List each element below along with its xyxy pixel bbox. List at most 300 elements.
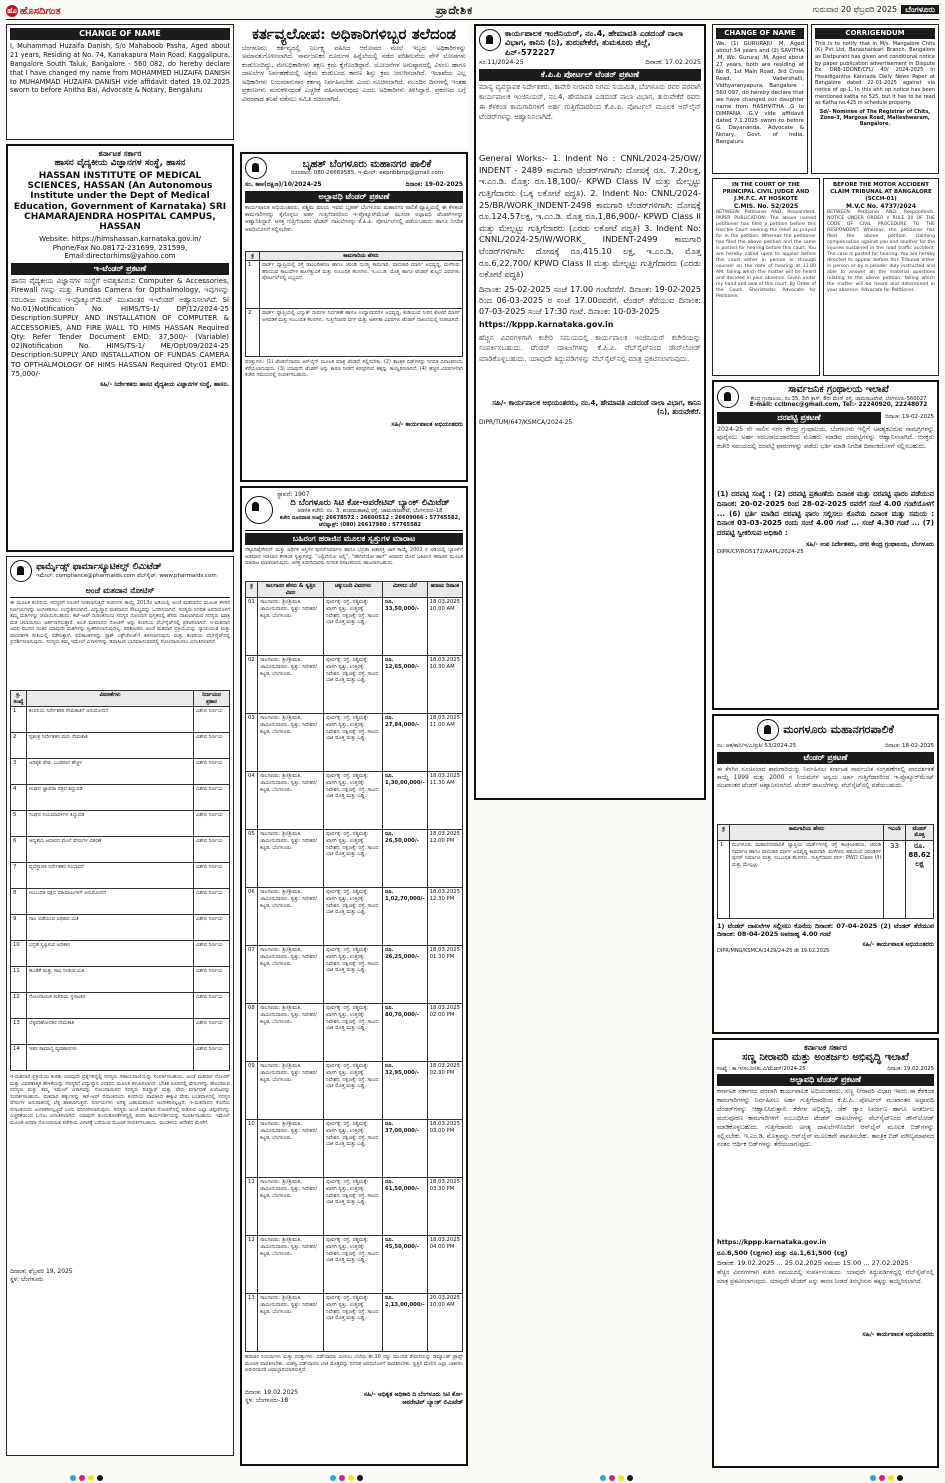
bank-auction-notice <box>240 486 468 1466</box>
pharmaids-footer-text: ಇ-ಮತದಾನ ಪ್ರಕ್ರಿಯೆಯ ಕುರಿತು ಯಾವುದೇ ಪ್ರಶ್ನೆಗಳಿದ್ದಲ್ಲಿ ಸದಸ್ಯರು ಸಹಾಯವಾಣಿಯನ್ನು ಸಂಪರ್ಕಿಸಬಹುದು. ಅಂಚೆ ಮತದಾನ ನೋಟಿಸ್ ಮತ್ತು ವಿವರಣಾತ್ಮಕ ಹೇಳಿಕೆಯನ್ನು ಸದಸ್ಯರಿಗೆ ವಿದ್ಯುನ್ಮಾನ ವಿಧಾನದ ಮೂಲಕ ಕಳುಹಿಸಲಾಗಿದೆ. ಭೌತಿಕ ರೂಪದಲ್ಲಿ ಷೇರುಗಳನ್ನು ಹೊಂದಿರುವ ಸದಸ್ಯರು ಮತ್ತು ತಮ್ಮ ಇಮೇಲ್ ವಿಳಾಸವನ್ನು ನೋಂದಾಯಿಸದ ಸದಸ್ಯರು ರಿಜಿಸ್ಟ್ರಾರ್ ಮತ್ತು ಷೇರು ವರ್ಗಾವಣೆ ಏಜೆಂಟರನ್ನು ಸಂಪರ್ಕಿಸಬಹುದು. ಮತದಾನ ಹಕ್ಕುಗಳನ್ನು ಕಟ್-ಆಫ್ ದಿನಾಂಕದಂದು ಕಂಪನಿಯ ಪಾವತಿಸಿದ ಈಕ್ವಿಟಿ ಷೇರು ಬಂಡವಾಳದಲ್ಲಿ ಸದಸ್ಯರ ಷೇರುಗಳ ಅನುಪಾತದಲ್ಲಿ ಲೆಕ್ಕ ಹಾಕಲಾಗುತ್ತದೆ. ನಿರ್ಣಯಗಳು ಅಗತ್ಯ ಬಹುಮತದಿಂದ ಅಂಗೀಕರಿಸಲ್ಪಟ್ಟರೆ, ಇ-ಮತದಾನದ ಕೊನೆಯ ದಿನಾಂಕದಂದು ಅಂಗೀಕರಿಸಲ್ಪಟ್ಟಿವೆ ಎಂದು ಪರಿಗಣಿಸಲಾಗುವುದು. ಸದಸ್ಯರು ಅಂಚೆ ಮತದಾನ ನೋಟಿಸ್‌ನಲ್ಲಿ ನೀಡಿರುವ ಎಲ್ಲಾ ಟಿಪ್ಪಣಿಗಳನ್ನು ಎಚ್ಚರಿಕೆಯಿಂದ ಓದಲು ವಿನಂತಿಸಲಾಗಿದೆ. ಯಾವುದೇ ಕುಂದುಕೊರತೆಗಳಿದ್ದಲ್ಲಿ ಕಂಪನಿ ಕಾರ್ಯದರ್ಶಿಯನ್ನು ಸಂಪರ್ಕಿಸಬಹುದು. ಇಮೇಲ್ ಮೂಲಕ ಅಥವಾ ನೋಂದಾಯಿತ ಕಚೇರಿಯ ವಿಳಾಸಕ್ಕೆ ಬರೆಯುವ ಮೂಲಕ ಸಂಪರ್ಕಿಸಬಹುದು. ಮಂಡಳಿಯ ಆದೇಶದ ಮೇರೆಗೆ. <box>10 1074 230 1126</box>
bank-phones: ಕಚೇರಿ ದೂರವಾಣಿ ಸಂಖ್ಯೆ: 26678572 : 26600512 : 26609066 : 57765582, ಟೆಲಿಫ್ಯಾಕ್ಸ್: (080) 26617980 : 57765582 <box>279 515 461 528</box>
cell-auction-date: 18.03.2025 03.00 PM <box>427 1120 462 1178</box>
cell-type: ವಿಶೇಷ ನಿರ್ಣಯ <box>194 863 230 889</box>
tumkur-date: ದಿನಾಂಕ: 17.02.2025 <box>645 59 701 67</box>
cell-emd: 33 <box>884 841 906 919</box>
cell-sl: 8 <box>11 889 27 915</box>
th-bbmp-sl: ಕ್ರ <box>246 251 260 261</box>
bank-logo-icon <box>245 496 273 524</box>
table-row <box>246 1120 463 1178</box>
table-row <box>11 811 230 837</box>
cell-reserve: ರೂ. 12,65,000/- <box>383 656 428 714</box>
cell-auction-date: 18.03.2025 10.00 AM <box>427 598 462 656</box>
mangaluru-title: ಮಂಗಳೂರು ಮಹಾನಗರಪಾಲಿಕೆ <box>783 722 894 736</box>
hims-govt: ಕರ್ನಾಟಕ ಸರ್ಕಾರ <box>98 149 142 158</box>
bbmp-phone: ದೂರವಾಣಿ: 080-26669585, ಇ-ಮೇಲ್: eepnbbmp@gmail.com <box>290 170 444 177</box>
cell-auction-date: 18.03.2025 11.00 AM <box>427 714 462 772</box>
color-registration-marks <box>330 1475 363 1481</box>
library-address: ಕೇಂದ್ರ ಗ್ರಂಥಾಲಯ, ನಂ.35, 3ನೇ ಕ್ರಾಸ್, 8ನೇ ಮೇನ್ ರಸ್ತೆ, ಚಾಮರಾಜಪೇಟೆ, ಬೆಂಗಳೂರು-560027 <box>750 395 927 402</box>
hims-body: ಹಾಸನ ವೈದ್ಯಕೀಯ ವಿಜ್ಞಾನಗಳ ಸಂಸ್ಥೆಗೆ ಅವಶ್ಯಕವಿರುವ Computer & Accessories, Firewall ಗಳನ್ನು ಮತ್ತು Fundas Camera for Opthalmology, ಇವುಗಳನ್ನು ಸರಬರಾಜು ಮಾಡಲು ಇ-ಪ್ರೊಕ್ಯೂರ್‌ಮೆಂಟ್ ಮುಖಾಂತರ ಇ-ಟೆಂಡರ್ ಆಹ್ವಾನಿಸಲಾಗಿದೆ. Sl No.01)Notification No. HIMS/TS-1/ DP/12/2024-25 Description:SUPPLY AND INSTALLATION OF COMPUTER & ACCESSORIES, AND FIRE WALL TO HIMS HASSAN Required Qty: Refer Tender Document EMD: 37,500/- (Variable) 02)Notification No. HIMS/TS-1/ ME/Opt/09/2024-25 Description:SUPPLY AND INSTALLATION OF FUNDAS CAMERA TO OPTHALMOLOGY OF HIMS HASSAN Required Qty:01 EMD: 75,000/- <box>11 277 229 378</box>
cell-sl: 1 <box>11 707 27 733</box>
cell-auction-date: 18.03.2025 12.00 PM <box>427 830 462 888</box>
registration-dot <box>870 1475 876 1481</box>
cell-sl: 06 <box>246 888 258 946</box>
table-row <box>11 967 230 993</box>
table-row <box>246 1004 463 1062</box>
cell-boundary: ಪೂರ್ವಕ್ಕೆ: ರಸ್ತೆ, ಪಶ್ಚಿಮಕ್ಕೆ: ಖಾಸಗಿ ಸ್ವತ್ತು, ಉತ್ತರಕ್ಕೆ: ನಿವೇಶನ, ದಕ್ಷಿಣಕ್ಕೆ: ರಸ್ತೆ. ಸಾಲದ ಬಾಕಿ ಮೊತ್ತ ಮತ್ತು ಬಡ್ಡಿ. <box>324 830 383 888</box>
cell-work: ವಾರ್ಡ್ ವ್ಯಾಪ್ತಿಯಲ್ಲಿ ರಸ್ತೆ ಡಾಂಬರೀಕರಣ ಹಾಗೂ ಚರಂಡಿ ದುರಸ್ತಿ ಕಾಮಗಾರಿ, ಪಾದಚಾರಿ ಮಾರ್ಗ ಅಭಿವೃದ್ಧಿ, ಮಳೆನೀರು ಹರಿಯುವ ಕಾಲುವೆಗಳ ಹೂಳೆತ್ತುವಿಕೆ ಮತ್ತು ಸಂಬಂಧಿತ ಕೆಲಸಗಳು. ಇ.ಎಂ.ಡಿ. ಮೊತ್ತ ಹಾಗೂ ಟೆಂಡರ್ ಶುಲ್ಕದ ವಿವರಗಳು ಪೋರ್ಟಲ್‌ನಲ್ಲಿ ಲಭ್ಯವಿದೆ. <box>262 262 460 282</box>
tumkur-intro: ಮಾನ್ಯ ವ್ಯವಸ್ಥಾಪಕ ನಿರ್ದೇಶಕರು, ಕಾವೇರಿ ನೀರಾವರಿ ನಿಗಮ ನಿಯಮಿತ, ಬೆಂಗಳೂರು ರವರ ಪರವಾಗಿ ಕಾರ್ಯಪಾಲಕ ಇಂಜಿನಿಯರ್, ನಂ.4, ಹೇಮಾವತಿ ಎಡದಂಡೆ ನಾಲಾ ವಿಭಾಗ, ತುರುವೇಕೆರೆ ರವರು ಈ ಕೆಳಕಂಡ ಕಾಮಗಾರಿಗಳಿಗೆ ಅರ್ಹ ಗುತ್ತಿಗೆದಾರರಿಂದ ಕೆ.ಪಿ.ಪಿ. ಪೋರ್ಟಲ್ ಮೂಲಕ ಆನ್‌ಲೈನ್ ಟೆಂಡರ್‌ಗಳನ್ನು ಆಹ್ವಾನಿಸಲಾಗಿದೆ. <box>479 83 701 121</box>
change-of-name-2-text: We, (1) GURURAJU .M, Aged about 34 years and (2) SAVITHA .M, Wo. Gururaj .M, Aged about 27 years, both are residing at No 8, 1st Main Road, 3rd Cross Road, Vadershalli, Vidhyaranyapura, Bangalore - 560 097, do hereby declare that we have changed our daughter name from HASHVITHA .G to DIMPANA .G.V vide affidavit dated 7.1.2025 sworn to before G. Dayananda, Advocate & Notary, Govt. of India, Bengaluru <box>716 40 804 145</box>
table-row <box>11 863 230 889</box>
table-row <box>246 598 463 656</box>
cell-sl: 03 <box>246 714 258 772</box>
registration-dot <box>79 1475 85 1481</box>
bank-title: ದಿ ಬೆಂಗಳೂರು ಸಿಟಿ ಕೋ-ಆಪರೇಟಿವ್ ಬ್ಯಾಂಕ್ ಲಿಮಿಟೆಡ್ <box>290 497 450 508</box>
cell-borrower: ಸಾಲಗಾರರು: ಶ್ರೀ/ಶ್ರೀಮತಿ, ಜಾಮೀನುದಾರರು. ಸ್ವತ್ತು: ನಿವೇಶನ/ಕಟ್ಟಡ, ಬೆಂಗಳೂರು. <box>258 888 324 946</box>
cell-reserve: ರೂ. 45,50,000/- <box>383 1236 428 1294</box>
corrigendum-signature: Sd/- Nominee of The Registrar of Chits, Zone-3, Margosa Road, Malleshwaram, Bangalore. <box>819 108 931 128</box>
th-sl: ಕ್ರ. ಸಂಖ್ಯೆ <box>11 691 27 707</box>
library-dipr: DIPR/CP/RO5172/AAPL/2024-25 <box>717 548 804 555</box>
cell-borrower: ಸಾಲಗಾರರು: ಶ್ರೀ/ಶ್ರೀಮತಿ, ಜಾಮೀನುದಾರರು. ಸ್ವತ್ತು: ನಿವೇಶನ/ಕಟ್ಟಡ, ಬೆಂಗಳೂರು. <box>258 946 324 1004</box>
cell-borrower: ಸಾಲಗಾರರು: ಶ್ರೀ/ಶ್ರೀಮತಿ, ಜಾಮೀನುದಾರರು. ಸ್ವತ್ತು: ನಿವೇಶನ/ಕಟ್ಟಡ, ಬೆಂಗಳೂರು. <box>258 830 324 888</box>
cell-desc: ಆದ್ಯತೆಯ ಆಧಾರದ ಮೇಲೆ ಷೇರುಗಳ ವಿತರಣೆ <box>27 837 194 863</box>
cell-type: ವಿಶೇಷ ನಿರ್ಣಯ <box>194 1019 230 1045</box>
bank-notice-title: ಬಹಿರಂಗ ಹರಾಜಿನ ಮೂಲಕ ಸ್ವತ್ತುಗಳ ಮಾರಾಟ <box>245 533 463 545</box>
cell-boundary: ಪೂರ್ವಕ್ಕೆ: ರಸ್ತೆ, ಪಶ್ಚಿಮಕ್ಕೆ: ಖಾಸಗಿ ಸ್ವತ್ತು, ಉತ್ತರಕ್ಕೆ: ನಿವೇಶನ, ದಕ್ಷಿಣಕ್ಕೆ: ರಸ್ತೆ. ಸಾಲದ ಬಾಕಿ ಮೊತ್ತ ಮತ್ತು ಬಡ್ಡಿ. <box>324 1294 383 1352</box>
registration-dot <box>70 1475 76 1481</box>
library-email: E-mail: cclbnec@gmail.com, Tel:- 22240920, 22248072 <box>749 402 928 409</box>
cell-boundary: ಪೂರ್ವಕ್ಕೆ: ರಸ್ತೆ, ಪಶ್ಚಿಮಕ್ಕೆ: ಖಾಸಗಿ ಸ್ವತ್ತು, ಉತ್ತರಕ್ಕೆ: ನಿವೇಶನ, ದಕ್ಷಿಣಕ್ಕೆ: ರಸ್ತೆ. ಸಾಲದ ಬಾಕಿ ಮೊತ್ತ ಮತ್ತು ಬಡ್ಡಿ. <box>324 1120 383 1178</box>
bank-auction-table <box>245 581 463 1352</box>
bbmp-date: ದಿನಾಂಕ: 19-02-2025 <box>405 181 463 188</box>
cell-sl: 1 <box>246 261 260 309</box>
cell-desc: ಲೆಕ್ಕಪರಿಶೋಧಕರ ನೇಮಕಾತಿ <box>27 1019 194 1045</box>
govt-emblem-icon <box>479 29 501 51</box>
bbmp-intro: ಕಾರ್ಯಪಾಲಕ ಅಭಿಯಂತರರು, ಪಶ್ಚಿಮ ವಲಯ ಇವರು ಬೃಹತ್ ಬೆಂಗಳೂರು ಮಹಾನಗರ ಪಾಲಿಕೆ ವ್ಯಾಪ್ತಿಯಲ್ಲಿ ಈ ಕೆಳಕಂಡ ಕಾಮಗಾರಿಗಳನ್ನು ಕೈಗೊಳ್ಳಲು ಅರ್ಹ ಗುತ್ತಿಗೆದಾರರಿಂದ ಇ-ಪ್ರೊಕ್ಯೂರ್‌ಮೆಂಟ್ ಮೂಲಕ ಅಲ್ಪಾವಧಿ ಟೆಂಡರ್‌ಗಳನ್ನು ಆಹ್ವಾನಿಸಿದ್ದಾರೆ. ಆಸಕ್ತ ಗುತ್ತಿಗೆದಾರರು ಟೆಂಡರ್ ದಾಖಲೆಗಳನ್ನು ಕೆ.ಪಿ.ಪಿ. ಪೋರ್ಟಲ್‌ನಲ್ಲಿ ಪಡೆಯಬಹುದು ಹಾಗೂ ನಿಗದಿತ ಅವಧಿಯೊಳಗೆ ಸಲ್ಲಿಸಬೇಕು. <box>245 204 463 233</box>
mact-text: BETWEEN: Petitioner AND: Respondents. NOTICE UNDER ORDER V RULE 20 OF THE CODE OF CIVIL PROCEDURE TO THE RESPONDENT. Whereas, the petitioner has filed the above petition claiming compensation against you and another for the injuries sustained in the road traffic accident. The case is posted for hearing. You are hereby directed to appear before this Tribunal either in person or by a pleader duly instructed and able to answer all the material questions relating to the above petition, failing which the matter will be heard and determined in your absence. Advocate for Petitioner. <box>827 210 935 293</box>
change-of-name-2-header: CHANGE OF NAME <box>716 28 804 39</box>
cell-type: ವಿಶೇಷ ನಿರ್ಣಯ <box>194 889 230 915</box>
bank-signature: ಸಹಿ/- ಅಧಿಕೃತ ಅಧಿಕಾರಿ ದಿ ಬೆಂಗಳೂರು ಸಿಟಿ ಕೋ-ಆಪರೇಟಿವ್ ಬ್ಯಾಂಕ್ ಲಿಮಿಟೆಡ್ <box>363 1391 463 1406</box>
mangaluru-dates: 1) ಟೆಂಡರ್ ದಾಖಲೆಗಳ ಸಲ್ಲಿಸಲು ಕೊನೆಯ ದಿನಾಂಕ: 07-04-2025 (2) ಟೆಂಡರ್ ತೆರೆಯುವ ದಿನಾಂಕ: 08-04-2025 ಅಪರಾಹ್ನ 4.00 ಗಂಟೆ <box>717 922 934 939</box>
cell-type: ವಿಶೇಷ ನಿರ್ಣಯ <box>194 941 230 967</box>
cell-desc: ಸಾಲ ಪಡೆಯುವ ಅಧಿಕಾರ ಮಿತಿ <box>27 915 194 941</box>
mangaluru-dipr: DIPR/MNG/KSMCA/1429/24-25 dt 19.02.2025 <box>717 948 830 955</box>
th-bank-date: ಹರಾಜು ದಿನಾಂಕ <box>427 582 462 598</box>
cell-reserve: ರೂ. 26,25,000/- <box>383 946 428 1004</box>
bank-terms: ಹರಾಜಿನ ನಿಯಮಗಳು ಮತ್ತು ಷರತ್ತುಗಳು: ಬಿಡ್‌ದಾರರು ಮೀಸಲು ಬೆಲೆಯ ಶೇ.10 ರಷ್ಟು ಮುಂಗಡ ಠೇವಣಿಯನ್ನು ಡಿಮ್ಯಾಂಡ್ ಡ್ರಾಫ್ಟ್ ಮೂಲಕ ಪಾವತಿಸಬೇಕು. ಯಶಸ್ವಿ ಬಿಡ್‌ದಾರರು ಬಾಕಿ ಮೊತ್ತವನ್ನು ನಿಗದಿತ ಅವಧಿಯೊಳಗೆ ಪಾವತಿಸಬೇಕು. ಸ್ವತ್ತಿನ ಮೇಲಿನ ಎಲ್ಲಾ ಬಾಕಿಗಳು ಖರೀದಿದಾರರ ಜವಾಬ್ದಾರಿಯಾಗಿರುತ್ತದೆ. <box>245 1354 463 1374</box>
color-registration-marks <box>70 1475 103 1481</box>
bank-place: ಸ್ಥಳ: ಬೆಂಗಳೂರು-18 <box>245 1396 289 1404</box>
cell-sl: 14 <box>11 1045 27 1071</box>
registration-dot <box>600 1475 606 1481</box>
table-row <box>11 707 230 733</box>
mact-notice <box>823 178 939 376</box>
cell-sl: 11 <box>11 967 27 993</box>
pharmaids-date: ದಿನಾಂಕ: ಫೆಬ್ರವರಿ 19, 2025 <box>10 1268 73 1276</box>
column-3 <box>474 24 706 1474</box>
irrigation-url[interactable]: https://kppp.karnataka.gov.in <box>717 1238 827 1247</box>
table-row <box>718 841 934 919</box>
table-row <box>11 915 230 941</box>
irrigation-signature: ಸಹಿ/- ಕಾರ್ಯಪಾಲಕ ಅಭಿಯಂತರರು <box>862 1331 934 1339</box>
cell-type: ವಿಶೇಷ ನಿರ್ಣಯ <box>194 707 230 733</box>
court-notice <box>712 178 820 376</box>
cell-reserve: ರೂ. 80,70,000/- <box>383 1004 428 1062</box>
cell-borrower: ಸಾಲಗಾರರು: ಶ್ರೀ/ಶ್ರೀಮತಿ, ಜಾಮೀನುದಾರರು. ಸ್ವತ್ತು: ನಿವೇಶನ/ಕಟ್ಟಡ, ಬೆಂಗಳೂರು. <box>258 1178 324 1236</box>
cell-sl: 5 <box>11 811 27 837</box>
cell-desc: ಸ್ವತಂತ್ರ ನಿರ್ದೇಶಕರ ಮರು ನೇಮಕಾತಿ <box>27 733 194 759</box>
cell-type: ವಿಶೇಷ ನಿರ್ಣಯ <box>194 733 230 759</box>
library-intro: 2024-25 ನೇ ಸಾಲಿನ ನಗರ ಕೇಂದ್ರ ಗ್ರಂಥಾಲಯ, ಬೆಂಗಳೂರು ಇಲ್ಲಿಗೆ ಅವಶ್ಯಕವಿರುವ ಸಾಮಗ್ರಿಗಳನ್ನು ಪೂರೈಸಲು ಅರ್ಹ ಸರಬರಾಜುದಾರರಿಂದ ಮೊಹರು ಮಾಡಿದ ದರಪಟ್ಟಿಗಳನ್ನು ಆಹ್ವಾನಿಸಲಾಗಿದೆ. ಆಸಕ್ತರು ಕಚೇರಿ ಸಮಯದಲ್ಲಿ ದರಪಟ್ಟಿ ಫಾರಂಗಳನ್ನು ಪಡೆದು ಭರ್ತಿ ಮಾಡಿ ನಿಗದಿತ ದಿನಾಂಕದೊಳಗೆ ಸಲ್ಲಿಸಬಹುದು. <box>717 425 934 450</box>
change-of-name-header: CHANGE OF NAME <box>10 28 230 40</box>
cell-reserve: ರೂ. 37,00,000/- <box>383 1120 428 1178</box>
cell-desc: ವ್ಯವಸ್ಥಾಪಕ ನಿರ್ದೇಶಕರ ಸಂಭಾವನೆ <box>27 863 194 889</box>
registration-dot <box>897 1475 903 1481</box>
pharmaids-intro-text: ಈ ಮೂಲಕ ಕಂಪನಿಯ ಸದಸ್ಯರಿಗೆ ಸೂಚನೆ ನೀಡಲಾಗುತ್ತಿದೆ ಕಂಪನಿಗಳ ಕಾಯ್ದೆ 2013ರ ಅಡಿಯಲ್ಲಿ ಅಂಚೆ ಮತದಾನದ ಮೂಲಕ ಕೆಳಗಿನ ನಿರ್ಣಯಗಳನ್ನು ಅಂಗೀಕರಿಸಲು ಉದ್ದೇಶಿಸಲಾಗಿದೆ. ವಿದ್ಯುನ್ಮಾನ ಮತದಾನದ ಸೌಲಭ್ಯವನ್ನು ಒದಗಿಸಲಾಗಿದೆ. ಸದಸ್ಯರು ನಿಗದಿತ ಅವಧಿಯೊಳಗೆ ತಮ್ಮ ಮತಗಳನ್ನು ಚಲಾಯಿಸಬಹುದು. ಕಟ್-ಆಫ್ ದಿನಾಂಕದಂದು ಸದಸ್ಯರ ನೋಂದಣಿ ಪುಸ್ತಕದಲ್ಲಿ ಹೆಸರು ದಾಖಲಾಗಿರುವ ಸದಸ್ಯರು ಮಾತ್ರ ಮತ ಚಲಾಯಿಸಲು ಅರ್ಹರಾಗಿರುತ್ತಾರೆ. ಅಂಚೆ ಮತದಾನದ ನೋಟಿಸ್ ಅನ್ನು ಕಂಪನಿಯ ವೆಬ್‌ಸೈಟ್‌ನಲ್ಲಿ ಪ್ರಕಟಿಸಲಾಗಿದೆ. ಇ-ಮತದಾನ ಅವಧಿ ಮುಗಿದ ನಂತರ ಯಾವುದೇ ಮತಗಳನ್ನು ಸ್ವೀಕರಿಸಲಾಗುವುದಿಲ್ಲ. ಪರಿಶೀಲಕರು ಅಂಚೆ ಮತದಾನ ಪ್ರಕ್ರಿಯೆಯನ್ನು ನ್ಯಾಯಯುತ ಮತ್ತು ಪಾರದರ್ಶಕ ರೀತಿಯಲ್ಲಿ ನಡೆಸುತ್ತಾರೆ. ಫಲಿತಾಂಶಗಳನ್ನು ಸ್ಟಾಕ್ ಎಕ್ಸ್‌ಚೇಂಜ್‌ಗೆ ತಿಳಿಸಲಾಗುವುದು ಮತ್ತು ಕಂಪನಿಯ ವೆಬ್‌ಸೈಟ್‌ನಲ್ಲಿ ಪ್ರದರ್ಶಿಸಲಾಗುವುದು. ಸದಸ್ಯರು ತಮ್ಮ ಇಮೇಲ್ ವಿಳಾಸಗಳನ್ನು ಡಿಪಾಸಿಟರಿ ಭಾಗವಹಿಸುವವರಲ್ಲಿ ನೋಂದಾಯಿಸಲು ವಿನಂತಿಸಲಾಗಿದೆ. <box>10 600 230 645</box>
tumkur-url[interactable]: https://kppp.karnataka.gov.in <box>479 320 614 330</box>
mangaluru-date: ದಿನಾಂಕ: 18-02-2025 <box>884 743 934 749</box>
th-bank-sl: ಕ್ರ <box>246 582 258 598</box>
table-row <box>11 785 230 811</box>
court-text: BETWEEN: Petitioner AND: Respondent. PAPER PUBLICATION: The above named petitioner has filed a petition before this Hon'ble Court seeking the relief as prayed for in the petition. Whereas the petitioner has filed the above petition and the same is posted for hearing before this court. You are hereby called upon to appear before this court either in person or through counsel on the date of hearing at 11.00 AM, failing which the matter will be heard and decided in your absence. Given under my hand and seal of this court. By Order of the Court, Sheristedar. Advocate for Petitioner. <box>716 210 816 299</box>
cell-boundary: ಪೂರ್ವಕ್ಕೆ: ರಸ್ತೆ, ಪಶ್ಚಿಮಕ್ಕೆ: ಖಾಸಗಿ ಸ್ವತ್ತು, ಉತ್ತರಕ್ಕೆ: ನಿವೇಶನ, ದಕ್ಷಿಣಕ್ಕೆ: ರಸ್ತೆ. ಸಾಲದ ಬಾಕಿ ಮೊತ್ತ ಮತ್ತು ಬಡ್ಡಿ. <box>324 598 383 656</box>
mangaluru-signature: ಸಹಿ/- ಕಾರ್ಯಪಾಲಕ ಅಭಿಯಂತರರು <box>862 940 934 948</box>
table-row <box>246 1294 463 1352</box>
bank-address: ಆಡಳಿತ ಕಚೇರಿ: ನಂ. 3, ಪಂಪಮಹಾಕವಿ ರಸ್ತೆ, ಚಾಮರಾಜಪೇಟೆ, ಬೆಂಗಳೂರು-18 <box>297 508 443 515</box>
cell-desc: ಇತರ ಸಾಮಾನ್ಯ ವ್ಯವಹಾರಗಳು <box>27 1045 194 1071</box>
cell-type: ವಿಶೇಷ ನಿರ್ಣಯ <box>194 785 230 811</box>
table-row <box>11 1045 230 1071</box>
section-title: ಪ್ರಾದೇಶಿಕ <box>436 4 474 17</box>
library-date: ದಿನಾಂಕ: 19-02-2025 <box>884 414 934 421</box>
cell-boundary: ಪೂರ್ವಕ್ಕೆ: ರಸ್ತೆ, ಪಶ್ಚಿಮಕ್ಕೆ: ಖಾಸಗಿ ಸ್ವತ್ತು, ಉತ್ತರಕ್ಕೆ: ನಿವೇಶನ, ದಕ್ಷಿಣಕ್ಕೆ: ರಸ್ತೆ. ಸಾಲದ ಬಾಕಿ ಮೊತ್ತ ಮತ್ತು ಬಡ್ಡಿ. <box>324 946 383 1004</box>
cell-reserve: ರೂ. 2,13,00,000/- <box>383 1294 428 1352</box>
cell-type: ವಿಶೇಷ ನಿರ್ಣಯ <box>194 915 230 941</box>
tumkur-footer: ಹೆಚ್ಚಿನ ವಿವರಗಳಿಗಾಗಿ ಕಚೇರಿ ಸಮಯದಲ್ಲಿ ಕಾರ್ಯಪಾಲಕ ಇಂಜಿನಿಯರ್ ಕಚೇರಿಯನ್ನು ಸಂಪರ್ಕಿಸಬಹುದು. ಟೆಂಡರ್ ದಾಖಲೆಗಳನ್ನು ಕೆ.ಪಿ.ಪಿ. ವೆಬ್‌ಸೈಟ್‌ನಿಂದ ಡೌನ್‌ಲೋಡ್ ಮಾಡಿಕೊಳ್ಳಬಹುದು. ಯಾವುದೇ ತಿದ್ದುಪಡಿಗಳನ್ನು ವೆಬ್‌ಸೈಟ್‌ನಲ್ಲಿ ಮಾತ್ರ ಪ್ರಕಟಿಸಲಾಗುವುದು. <box>479 333 701 363</box>
cell-sl: 6 <box>11 837 27 863</box>
table-row <box>246 261 463 309</box>
pharmaids-place: ಸ್ಥಳ: ಬೆಂಗಳೂರು <box>10 1275 44 1283</box>
registration-dot <box>97 1475 103 1481</box>
table-row <box>11 733 230 759</box>
color-registration-marks <box>870 1475 903 1481</box>
pharmaids-postal-ballot <box>6 556 234 1456</box>
bbmp-tender-notice <box>240 152 468 482</box>
cell-desc: ಹೂಡಿಕೆ ಮತ್ತು ಸಾಲ ನೀಡುವ ಮಿತಿ <box>27 967 194 993</box>
mangaluru-works-table <box>717 824 934 919</box>
mangaluru-logo-icon <box>757 719 779 741</box>
cell-sl: 04 <box>246 772 258 830</box>
cell-type: ವಿಶೇಷ ನಿರ್ಣಯ <box>194 993 230 1019</box>
tumkur-body: General Works:- 1. Indent No : CNNL/2024-25/OW/ INDENT - 2489 ಕಾಮಗಾರಿ ಟೆಂಡರ್‌ಗಳಿಗಾಗಿ: ದೋಷಕ್ಕೆ ರೂ. 7.20ಲಕ್ಷ, ಇ.ಎಂ.ಡಿ. ಮೊತ್ತ: ರೂ.18,100/- KPWD Class IV ಮತ್ತು ಮೇಲ್ಪಟ್ಟು ಗುತ್ತಿಗೆದಾರರು (ಒಕ್ಕ ಲಕೋಟೆ ಪದ್ಧತಿ). 2. Indent No: CNNL/2024-25/BR/WORK_INDENT-2498 ಕಾಮಗಾರಿ ಟೆಂಡರ್‌ಗಳಿಗಾಗಿ: ದೋಷಕ್ಕೆ ರೂ.124.57ಲಕ್ಷ, ಇ.ಎಂ.ಡಿ. ಮೊತ್ತ ರೂ.1,86,900/- KPWD Class II ಮತ್ತು ಮೇಲ್ಪಟ್ಟು ಗುತ್ತಿಗೆದಾರರು (ಎರಡು ಲಕೋಟೆ ಪದ್ಧತಿ) 3. Indent No: CNNL/2024-25/IW/WORK_ INDENT-2499 ಕಾಮಗಾರಿ ಟೆಂಡರ್‌ಗಳಿಗಾಗಿ: ದೋಷಕ್ಕೆ ರೂ.415.10 ಲಕ್ಷ, ಇ.ಎಂ.ಡಿ. ಮೊತ್ತ ರೂ.6,22,700/ KPWD Class II ಮತ್ತು ಮೇಲ್ಪಟ್ಟು ಗುತ್ತಿಗೆದಾರರು (ಎರಡು ಲಕೋಟೆ ಪದ್ಧತಿ) <box>479 153 701 280</box>
table-row <box>246 888 463 946</box>
table-row <box>11 759 230 785</box>
cell-desc: ಸಂಬಂಧಿತ ಪಕ್ಷದ ವಹಿವಾಟುಗಳಿಗೆ ಅನುಮೋದನೆ <box>27 889 194 915</box>
registration-dot <box>618 1475 624 1481</box>
th-bank-borrower: ಸಾಲಗಾರರ ಹೆಸರು & ಸ್ವತ್ತಿನ ವಿವರ <box>258 582 324 598</box>
cell-sl: 02 <box>246 656 258 714</box>
cell-desc: ಸಂಘದ ಜ್ಞಾಪನಾ ಪತ್ರದ ತಿದ್ದುಪಡಿ <box>27 785 194 811</box>
irrigation-date: ದಿನಾಂಕ: 19.02.2025 <box>887 1065 934 1072</box>
issue-date <box>813 5 939 15</box>
bbmp-title: ಬೃಹತ್ ಬೆಂಗಳೂರು ಮಹಾನಗರ ಪಾಲಿಕೆ <box>302 158 432 170</box>
cell-sl: 12 <box>246 1236 258 1294</box>
irrigation-notice-title: ಅಲ್ಪಾವಧಿ ಟೆಂಡರ್ ಪ್ರಕಟಣೆ <box>717 1074 934 1086</box>
issue-day: ಗುರುವಾರ <box>812 5 839 14</box>
tumkur-title: ಕಾರ್ಯಪಾಲಕ ಇಂಜಿನಿಯರ್, ನಂ.4, ಹೇಮಾವತಿ ಎಡದಂಡೆ ನಾಲಾ ವಿಭಾಗ, ಕಾನಿನಿ (ನಿ), ತುರುವೇಕೆರೆ, ತುಮಕೂರು ಜಿಲ್ಲೆ, ಪಿನ್-572227 <box>505 28 684 57</box>
registration-dot <box>627 1475 633 1481</box>
cell-sl: 07 <box>246 946 258 1004</box>
th-mng-work: ಕಾಮಗಾರಿಯ ಹೆಸರು <box>730 824 884 840</box>
cell-sl: 01 <box>246 598 258 656</box>
cell-sl: 12 <box>11 993 27 1019</box>
cell-type: ವಿಶೇಷ ನಿರ್ಣಯ <box>194 811 230 837</box>
tumkur-dipr: DIPR/TUM/647/KSMCA/2024-25 <box>479 418 573 426</box>
th-bank-reserve: ಮೀಸಲು ಬೆಲೆ <box>383 582 428 598</box>
th-mng-amount: ಟೆಂಡರ್ ಮೊತ್ತ <box>906 824 934 840</box>
cell-boundary: ಪೂರ್ವಕ್ಕೆ: ರಸ್ತೆ, ಪಶ್ಚಿಮಕ್ಕೆ: ಖಾಸಗಿ ಸ್ವತ್ತು, ಉತ್ತರಕ್ಕೆ: ನಿವೇಶನ, ದಕ್ಷಿಣಕ್ಕೆ: ರಸ್ತೆ. ಸಾಲದ ಬಾಕಿ ಮೊತ್ತ ಮತ್ತು ಬಡ್ಡಿ. <box>324 772 383 830</box>
cell-type: ವಿಶೇಷ ನಿರ್ಣಯ <box>194 967 230 993</box>
mact-title: BEFORE THE MOTOR ACCIDENT CLAIM TRIBUNAL AT BANGALORE (SCCH-01) <box>830 182 932 202</box>
corrigendum-ad <box>811 24 939 174</box>
cell-sl: 10 <box>11 941 27 967</box>
color-registration-marks <box>600 1475 633 1481</box>
hims-signature: ಸಹಿ/- ನಿರ್ದೇಶಕರು ಹಾಸನ ವೈದ್ಯಕೀಯ ವಿಜ್ಞಾನಗಳ ಸಂಸ್ಥೆ, ಹಾಸನ. <box>100 381 229 389</box>
cell-sl: 2 <box>246 309 260 357</box>
cell-sl: 08 <box>246 1004 258 1062</box>
registration-dot <box>888 1475 894 1481</box>
registration-dot <box>330 1475 336 1481</box>
logo-badge-icon: ಹೊ <box>7 7 17 15</box>
table-row <box>246 1236 463 1294</box>
cell-desc: ಸಂಘದ ನಿಯಮಾವಳಿಗಳ ತಿದ್ದುಪಡಿ <box>27 811 194 837</box>
library-logo-icon <box>717 386 739 408</box>
table-row <box>246 714 463 772</box>
library-signature: ಸಹಿ/- ಉಪ ನಿರ್ದೇಶಕರು, ನಗರ ಕೇಂದ್ರ ಗ್ರಂಥಾಲಯ, ಬೆಂಗಳೂರು <box>806 541 934 549</box>
cell-reserve: ರೂ. 27,84,000/- <box>383 714 428 772</box>
th-bbmp-work: ಕಾಮಗಾರಿಯ ಹೆಸರು <box>260 251 463 261</box>
irrigation-title: ಸಣ್ಣ ನೀರಾವರಿ ಮತ್ತು ಅಂತರ್ಜಲ ಅಭಿವೃದ್ಧಿ ಇಲಾಖೆ <box>742 1052 909 1064</box>
cell-boundary: ಪೂರ್ವಕ್ಕೆ: ರಸ್ತೆ, ಪಶ್ಚಿಮಕ್ಕೆ: ಖಾಸಗಿ ಸ್ವತ್ತು, ಉತ್ತರಕ್ಕೆ: ನಿವೇಶನ, ದಕ್ಷಿಣಕ್ಕೆ: ರಸ್ತೆ. ಸಾಲದ ಬಾಕಿ ಮೊತ್ತ ಮತ್ತು ಬಡ್ಡಿ. <box>324 656 383 714</box>
cell-sl: 13 <box>246 1294 258 1352</box>
tumkur-dates: ದಿನಾಂಕ: 25-02-2025 ಸಂಜೆ 17.00 ಗಂಟೆವರೆಗೆ. ದಿನಾಂಕ: 19-02-2025 ರಿಂದ 06-03-2025 ರ ಸಂಜೆ 17.00ರವರೆಗೆ. ಟೆಂಡರ್ ತೆರೆಯುವ ದಿನಾಂಕ: 07-03-2025 ಸಂಜೆ 17:30 ಗಂಟೆ. ದಿನಾಂಕ: 10-03-2025 <box>479 284 701 317</box>
table-row <box>246 946 463 1004</box>
cell-reserve: ರೂ. 32,95,000/- <box>383 1062 428 1120</box>
cell-boundary: ಪೂರ್ವಕ್ಕೆ: ರಸ್ತೆ, ಪಶ್ಚಿಮಕ್ಕೆ: ಖಾಸಗಿ ಸ್ವತ್ತು, ಉತ್ತರಕ್ಕೆ: ನಿವೇಶನ, ದಕ್ಷಿಣಕ್ಕೆ: ರಸ್ತೆ. ಸಾಲದ ಬಾಕಿ ಮೊತ್ತ ಮತ್ತು ಬಡ್ಡಿ. <box>324 888 383 946</box>
cell-desc: ಅಧಿಕೃತ ಷೇರು ಬಂಡವಾಳ ಹೆಚ್ಚಳ <box>27 759 194 785</box>
pharmaids-logo-icon <box>10 560 32 582</box>
cell-work: ವಾರ್ಡ್ ವ್ಯಾಪ್ತಿಯಲ್ಲಿ ವಿದ್ಯುತ್ ದೀಪಗಳ ನಿರ್ವಹಣೆ ಹಾಗೂ ಉದ್ಯಾನವನಗಳ ಅಭಿವೃದ್ಧಿ, ಕುಡಿಯುವ ನೀರಿನ ಕೊಳವೆ ಮಾರ್ಗ ಅಳವಡಿಕೆ ಮತ್ತು ಸಂಬಂಧಿತ ಕೆಲಸಗಳು. ಗುತ್ತಿಗೆದಾರರ ವರ್ಗ ಮತ್ತು ಅರ್ಹತಾ ವಿವರಗಳು ಟೆಂಡರ್ ದಾಖಲೆಯಲ್ಲಿ ನೀಡಲಾಗಿದೆ. <box>262 310 460 323</box>
irrigation-tender-notice <box>712 1038 939 1468</box>
hims-en-title: HASSAN INSTITUTE OF MEDICAL SCIENCES, HASSAN (An Autonomous Institute under the Dept of Medical Education, Government of Karnataka) SRI CHAMARAJENDRA HOSPITAL CAMPUS, HASSAN <box>13 170 227 233</box>
bank-date: ದಿನಾಂಕ: 19.02.2025 <box>245 1389 298 1397</box>
bbmp-notice-title: ಅಲ್ಪಾವಧಿ ಟೆಂಡರ್ ಪ್ರಕಟಣೆ <box>245 191 463 203</box>
change-of-name-ad-2 <box>712 24 808 174</box>
cell-borrower: ಸಾಲಗಾರರು: ಶ್ರೀ/ಶ್ರೀಮತಿ, ಜಾಮೀನುದಾರರು. ಸ್ವತ್ತು: ನಿವೇಶನ/ಕಟ್ಟಡ, ಬೆಂಗಳೂರು. <box>258 714 324 772</box>
pharmaids-name: ಫಾರ್ಮೈಡ್ಸ್ ಫಾರ್ಮಾಸ್ಯೂಟಿಕಲ್ಸ್ ಲಿಮಿಟೆಡ್ <box>36 562 162 573</box>
table-row <box>246 656 463 714</box>
change-of-name-ad-1 <box>6 24 234 140</box>
cell-boundary: ಪೂರ್ವಕ್ಕೆ: ರಸ್ತೆ, ಪಶ್ಚಿಮಕ್ಕೆ: ಖಾಸಗಿ ಸ್ವತ್ತು, ಉತ್ತರಕ್ಕೆ: ನಿವೇಶನ, ದಕ್ಷಿಣಕ್ಕೆ: ರಸ್ತೆ. ಸಾಲದ ಬಾಕಿ ಮೊತ್ತ ಮತ್ತು ಬಡ್ಡಿ. <box>324 1062 383 1120</box>
court-case: C.MIS. No. 52/2025 <box>733 202 799 210</box>
cell-sl: 05 <box>246 830 258 888</box>
registration-dot <box>609 1475 615 1481</box>
cell-sl: 2 <box>11 733 27 759</box>
bank-est: ಸ್ಥಾಪನೆ: 1907 <box>277 491 310 498</box>
cell-borrower: ಸಾಲಗಾರರು: ಶ್ರೀ/ಶ್ರೀಮತಿ, ಜಾಮೀನುದಾರರು. ಸ್ವತ್ತು: ನಿವೇಶನ/ಕಟ್ಟಡ, ಬೆಂಗಳೂರು. <box>258 1294 324 1352</box>
cell-sl: 7 <box>11 863 27 889</box>
mangaluru-ref: ನಂ: ಆಕ/ಕಾನಿ/ಇ/ಎ/ಪ್ರತಿ/ 53/2024-25 <box>717 743 797 749</box>
lead-headline: ಕರ್ತವ್ಯಲೋಪ: ಅಧಿಕಾರಿಗಳಿಬ್ಬರ ತಲೆದಂಡ <box>252 25 456 43</box>
cell-sl: 3 <box>11 759 27 785</box>
cell-auction-date: 18.03.2025 02.00 PM <box>427 1004 462 1062</box>
hims-kn-title: ಹಾಸನ ವೈದ್ಯಕೀಯ ವಿಜ್ಞಾನಗಳ ಸಂಸ್ಥೆ, ಹಾಸನ <box>54 158 186 169</box>
library-highlight: (1) ದರಪಟ್ಟಿ ಸಂಖ್ಯೆ : (2) ದರಪಟ್ಟಿ ಪ್ರಕಟಣೆಯ ದಿನಾಂಕ ಮತ್ತು ದರಪಟ್ಟಿ ಫಾರಂ ಪಡೆಯುವ ದಿನಾಂಕ: 20-02-2025 ರಿಂದ 28-02-2025 ರವರೆಗೆ ಸಂಜೆ 4.00 ಗಂಟೆಯೊಳಗೆ ... (6) ಭರ್ತಿ ಮಾಡಿದ ದರಪಟ್ಟಿ ಫಾರಂ ಸಲ್ಲಿಸಲು ಕೊನೆಯ ದಿನಾಂಕ ಮತ್ತು ಸಮಯ : ದಿನಾಂಕ 03-03-2025 ರಂದು ಸಂಜೆ 4.00 ಗಂಟೆ ... ಸಂಜೆ 4.30 ಗಂಟೆ ... (7) ದರಪಟ್ಟಿ ಸ್ವೀಕರಿಸುವ ಅಧಿಕಾರಿ : <box>717 489 934 538</box>
cell-type: ವಿಶೇಷ ನಿರ್ಣಯ <box>194 1045 230 1071</box>
cell-reserve: ರೂ. 26,50,000/- <box>383 830 428 888</box>
lead-news-story <box>240 24 468 148</box>
cell-auction-date: 20.03.2025 10.00 AM <box>427 1294 462 1352</box>
bbmp-signature: ಸಹಿ/- ಕಾರ್ಯಪಾಲಕ ಅಭಿಯಂತರರು <box>391 421 463 429</box>
issue-city: ಬೆಂಗಳೂರು <box>901 5 939 14</box>
cell-reserve: ರೂ. 1,02,70,000/- <box>383 888 428 946</box>
bank-intro: ಸೆಕ್ಯೂರಿಟೈಸೇಷನ್ ಮತ್ತು ಆರ್ಥಿಕ ಆಸ್ತಿಗಳ ಪುನರ್‌ನಿರ್ಮಾಣ ಹಾಗೂ ಭದ್ರತಾ ಹಿತಾಸಕ್ತಿ ಜಾರಿ ಕಾಯ್ದೆ 2002 ರ ಅಡಿಯಲ್ಲಿ ಬ್ಯಾಂಕ್‌ಗೆ ಅಡಮಾನ ಇಡಲಾದ ಕೆಳಕಂಡ ಸ್ವತ್ತುಗಳನ್ನು "ಎಲ್ಲಿದೆಯೋ ಅಲ್ಲಿ", "ಹೇಗಿದೆಯೋ ಹಾಗೆ" ಆಧಾರದ ಮೇಲೆ ಬಹಿರಂಗ ಹರಾಜಿನ ಮೂಲಕ ಮಾರಾಟ ಮಾಡಲಾಗುವುದು. ಆಸಕ್ತ ಖರೀದಿದಾರರು ನಿಗದಿತ ದಿನಾಂಕದಂದು ಹಾಜರಾಗಬಹುದು. <box>245 547 463 567</box>
tumkur-ref: ಸಂ:11/2024-25 <box>479 59 524 67</box>
column-1 <box>6 24 234 1474</box>
mact-case: M.V.C No. 4737/2024 <box>846 202 916 210</box>
cell-type: ವಿಶೇಷ ನಿರ್ಣಯ <box>194 759 230 785</box>
cell-borrower: ಸಾಲಗಾರರು: ಶ್ರೀ/ಶ್ರೀಮತಿ, ಜಾಮೀನುದಾರರು. ಸ್ವತ್ತು: ನಿವೇಶನ/ಕಟ್ಟಡ, ಬೆಂಗಳೂರು. <box>258 1004 324 1062</box>
cell-sl: 10 <box>246 1120 258 1178</box>
masthead <box>6 4 939 20</box>
table-row <box>246 772 463 830</box>
cell-auction-date: 18.03.2025 12.30 PM <box>427 888 462 946</box>
irrigation-body: ಕರ್ನಾಟಕ ಸರ್ಕಾರದ ಪರವಾಗಿ ಕಾರ್ಯಪಾಲಕ ಅಭಿಯಂತರರು, ಸಣ್ಣ ನೀರಾವರಿ ವಿಭಾಗ ಇವರು ಈ ಕೆಳಕಂಡ ಕಾಮಗಾರಿಗಳನ್ನು ನಿರ್ವಹಿಸಲು ಅರ್ಹ ಗುತ್ತಿಗೆದಾರರಿಂದ ಕೆ.ಪಿ.ಪಿ. ಪೋರ್ಟಲ್ ಮುಖಾಂತರ ಅಲ್ಪಾವಧಿ ಟೆಂಡರ್‌ಗಳನ್ನು ಆಹ್ವಾನಿಸಿರುತ್ತಾರೆ. ಕೆರೆಗಳ ಅಭಿವೃದ್ಧಿ, ಚೆಕ್ ಡ್ಯಾಂ ನಿರ್ಮಾಣ ಹಾಗೂ ಅಂತರ್ಜಲ ಮರುಪೂರಣ ಕಾಮಗಾರಿಗಳಿಗೆ ಸಂಬಂಧಿಸಿದ ಟೆಂಡರ್ ದಾಖಲೆಗಳನ್ನು ವೆಬ್‌ಸೈಟ್‌ನಿಂದ ಡೌನ್‌ಲೋಡ್ ಮಾಡಿಕೊಳ್ಳಬಹುದು. ಗುತ್ತಿಗೆದಾರರು ಅಗತ್ಯ ದಾಖಲೆಗಳೊಂದಿಗೆ ಆನ್‌ಲೈನ್ ಮೂಲಕ ಬಿಡ್‌ಗಳನ್ನು ಸಲ್ಲಿಸಬೇಕು. ಇ.ಎಂ.ಡಿ. ಮೊತ್ತವನ್ನು ಆನ್‌ಲೈನ್ ಮೂಲಕವೇ ಪಾವತಿಸಬೇಕು. ತಾಂತ್ರಿಕ ಬಿಡ್ ಮೌಲ್ಯಮಾಪನದ ನಂತರ ಆರ್ಥಿಕ ಬಿಡ್‌ಗಳನ್ನು ತೆರೆಯಲಾಗುವುದು. <box>717 1088 934 1149</box>
cell-type: ವಿಶೇಷ ನಿರ್ಣಯ <box>194 837 230 863</box>
cell-borrower: ಸಾಲಗಾರರು: ಶ್ರೀ/ಶ್ರೀಮತಿ, ಜಾಮೀನುದಾರರು. ಸ್ವತ್ತು: ನಿವೇಶನ/ಕಟ್ಟಡ, ಬೆಂಗಳೂರು. <box>258 1062 324 1120</box>
irrigation-amounts: ರೂ.6,500 (ಲಕ್ಷಗಳು) ಮತ್ತು ರೂ.1,61,500 (ಲಕ್ಷ) <box>717 1248 848 1257</box>
hims-tender-notice <box>6 144 234 552</box>
cell-desc: ಭದ್ರತೆ ಸೃಷ್ಟಿಸುವ ಅಧಿಕಾರ <box>27 941 194 967</box>
cell-desc: ನೋಂದಾಯಿತ ಕಚೇರಿಯ ಸ್ಥಳಾಂತರ <box>27 993 194 1019</box>
irrigation-govt: ಕರ್ನಾಟಕ ಸರ್ಕಾರ <box>804 1043 847 1052</box>
mangaluru-intro: ಈ ಕೆಳಗಿನ ಸೂಚಿಸಲಾದ ಕಾಮಗಾರಿಯನ್ನು ನಿರ್ವಹಿಸಲು ಕರ್ನಾಟಕ ಸಾರ್ವಜನಿಕ ಸಂಗ್ರಹಣೆಗಳಲ್ಲಿ ಪಾರದರ್ಶಕತೆ ಕಾಯ್ದೆ 1999 ಮತ್ತು 2000 ರ ನಿಯಮಗಳ ಅನ್ವಯ ಅರ್ಹ ಗುತ್ತಿಗೆದಾರರಿಂದ ಇ-ಪ್ರೊಕ್ಯೂರ್‌ಮೆಂಟ್ ಮುಖಾಂತರ ಟೆಂಡರ್ ಆಹ್ವಾನಿಸಲಾಗಿದೆ. ಟೆಂಡರ್ ದಾಖಲೆಗಳನ್ನು ವೆಬ್‌ಸೈಟ್‌ನಲ್ಲಿ ಪಡೆಯಬಹುದು. <box>717 765 934 790</box>
tumkur-signature: ಸಹಿ/- ಕಾರ್ಯಪಾಲಕ ಅಭಿಯಂತರರು, ನಂ.4, ಹೇಮಾವತಿ ಎಡದಂಡೆ ನಾಲಾ ವಿಭಾಗ, ಕಾನಿನಿ (ನಿ), ತುರುವೇಕೆರೆ. <box>492 399 701 417</box>
issue-date-text: 20 ಫೆಬ್ರವರಿ 2025 <box>840 5 898 14</box>
table-row <box>246 830 463 888</box>
table-row <box>11 941 230 967</box>
registration-dot <box>879 1475 885 1481</box>
cell-borrower: ಸಾಲಗಾರರು: ಶ್ರೀ/ಶ್ರೀಮತಿ, ಜಾಮೀನುದಾರರು. ಸ್ವತ್ತು: ನಿವೇಶನ/ಕಟ್ಟಡ, ಬೆಂಗಳೂರು. <box>258 1120 324 1178</box>
cell-amount: ರೂ. 88.62 ಲಕ್ಷ <box>906 841 934 919</box>
cell-auction-date: 18.03.2025 04.00 PM <box>427 1236 462 1294</box>
logo-text: ಹೊಸದಿಗಂತ <box>20 6 61 17</box>
cell-reserve: ರೂ. 61,50,000/- <box>383 1178 428 1236</box>
newspaper-logo <box>6 5 61 19</box>
registration-dot <box>88 1475 94 1481</box>
bbmp-logo-icon <box>245 157 267 179</box>
table-row <box>246 309 463 357</box>
cell-boundary: ಪೂರ್ವಕ್ಕೆ: ರಸ್ತೆ, ಪಶ್ಚಿಮಕ್ಕೆ: ಖಾಸಗಿ ಸ್ವತ್ತು, ಉತ್ತರಕ್ಕೆ: ನಿವೇಶನ, ದಕ್ಷಿಣಕ್ಕೆ: ರಸ್ತೆ. ಸಾಲದ ಬಾಕಿ ಮೊತ್ತ ಮತ್ತು ಬಡ್ಡಿ. <box>324 1004 383 1062</box>
cell-sl: 1 <box>718 841 730 919</box>
hims-phone: Phone/Fax No.08172-231699, 231599, <box>52 243 188 252</box>
cell-borrower: ಸಾಲಗಾರರು: ಶ್ರೀ/ಶ್ರೀಮತಿ, ಜಾಮೀನುದಾರರು. ಸ್ವತ್ತು: ನಿವೇಶನ/ಕಟ್ಟಡ, ಬೆಂಗಳೂರು. <box>258 1236 324 1294</box>
library-title: ಸಾರ್ವಜನಿಕ ಗ್ರಂಥಾಲಯ ಇಲಾಖೆ <box>788 384 889 395</box>
cell-sl: 09 <box>246 1062 258 1120</box>
table-row <box>246 1062 463 1120</box>
column-4 <box>712 24 939 1474</box>
hims-website: Website: https://himshassan.karnataka.gov.in/ <box>39 234 201 243</box>
court-title: IN THE COURT OF THE PRINCIPAL CIVIL JUDGE AND J.M.F.C. AT HOSKOTE <box>722 182 810 202</box>
table-row <box>11 1019 230 1045</box>
registration-dot <box>348 1475 354 1481</box>
th-mng-emd: ಇಎಂಡಿ <box>884 824 906 840</box>
mangaluru-notice-title: ಟೆಂಡರ್ ಪ್ರಕಟಣೆ <box>717 752 934 764</box>
mangaluru-tender-notice <box>712 714 939 1034</box>
cell-reserve: ರೂ. 1,30,00,000/- <box>383 772 428 830</box>
th-type: ನಿರ್ಣಯದ ಪ್ರಕಾರ <box>194 691 230 707</box>
column-2 <box>240 24 468 1474</box>
irrigation-ref: ಸಂಖ್ಯೆ : ಕಾ.ಇ/ಸಂ.ನೀ/ತು.ವಿ/ಟೆಂಡರ್/2024-25 <box>717 1065 806 1072</box>
irrigation-dates: ದಿನಾಂಕ: 19.02.2025 ... 25.02.2025 ಸಮಯ 15.00 ... 27.02.2025 <box>717 1259 909 1268</box>
registration-dot <box>357 1475 363 1481</box>
hims-email: Email:directorhims@yahoo.com <box>64 252 176 261</box>
table-row <box>246 1178 463 1236</box>
cell-borrower: ಸಾಲಗಾರರು: ಶ್ರೀ/ಶ್ರೀಮತಿ, ಜಾಮೀನುದಾರರು. ಸ್ವತ್ತು: ನಿವೇಶನ/ಕಟ್ಟಡ, ಬೆಂಗಳೂರು. <box>258 656 324 714</box>
th-bank-boundary: ಚಕ್ಕುಬಂದಿ ವಿವರಗಳು <box>324 582 383 598</box>
cell-boundary: ಪೂರ್ವಕ್ಕೆ: ರಸ್ತೆ, ಪಶ್ಚಿಮಕ್ಕೆ: ಖಾಸಗಿ ಸ್ವತ್ತು, ಉತ್ತರಕ್ಕೆ: ನಿವೇಶನ, ದಕ್ಷಿಣಕ್ಕೆ: ರಸ್ತೆ. ಸಾಲದ ಬಾಕಿ ಮೊತ್ತ ಮತ್ತು ಬಡ್ಡಿ. <box>324 1236 383 1294</box>
library-rate-notice <box>712 380 939 710</box>
cell-work: ಮಂಗಳೂರು ಮಹಾನಗರಪಾಲಿಕೆ ವ್ಯಾಪ್ತಿಯ ವಾರ್ಡ್‌ಗಳಲ್ಲಿ ರಸ್ತೆ ಕಾಂಕ್ರೀಟೀಕರಣ, ಚರಂಡಿ ನಿರ್ಮಾಣ ಹಾಗೂ ಪಾದಚಾರಿ ಮಾರ್ಗ ಅಭಿವೃದ್ಧಿ ಕಾಮಗಾರಿ. ಮಳೆನೀರು ಹರಿಯುವ ಚರಂಡಿಗಳ ಪುನರ್ ನಿರ್ಮಾಣ ಮತ್ತು ಸಂಬಂಧಿತ ಕೆಲಸಗಳು. ಗುತ್ತಿಗೆದಾರರ ವರ್ಗ: PWD Class I/II ಮತ್ತು ಮೇಲ್ಪಟ್ಟು. <box>732 842 881 868</box>
pharmaids-resolutions-table <box>10 690 230 1071</box>
tumkur-tender-notice <box>474 24 706 800</box>
change-of-name-text: I, Muhammad Huzaifa Danish, S/o Mahaboob Pasha, Aged about 21 years, Residing at No. 74, Kanakapura Main Road, Kaggalipura, Bangalore South Taluk, Bangalore - 560 082, do hereby declare that I have changed my name from MOHAMMED HUZAIFA DANISH to MUHAMMAD HUZAIFA DANISH vide affidavit dated 19.02.2025 sworn to before Anitha Bai, Advocate & Notary, Bengaluru <box>10 42 230 95</box>
cell-sl: 13 <box>11 1019 27 1045</box>
tumkur-notice-title: ಕೆ.ಪಿ.ಪಿ ಪೋರ್ಟಲ್ ಟೆಂಡರ್ ಪ್ರಕಟಣೆ <box>479 69 701 81</box>
library-notice-title: ದರಪಟ್ಟಿ ಪ್ರಕಟಣೆ <box>717 412 881 424</box>
cell-sl: 11 <box>246 1178 258 1236</box>
pharmaids-notice-title: ಅಂಚೆ ಮತದಾನ ನೋಟಿಸ್ <box>10 585 230 598</box>
cell-reserve: ರೂ. 33,50,000/- <box>383 598 428 656</box>
cell-auction-date: 18.03.2025 11.30 AM <box>427 772 462 830</box>
bbmp-works-table <box>245 251 463 358</box>
cell-auction-date: 18.03.2025 10.30 AM <box>427 656 462 714</box>
cell-sl: 4 <box>11 785 27 811</box>
cell-sl: 9 <box>11 915 27 941</box>
table-row <box>11 889 230 915</box>
cell-boundary: ಪೂರ್ವಕ್ಕೆ: ರಸ್ತೆ, ಪಶ್ಚಿಮಕ್ಕೆ: ಖಾಸಗಿ ಸ್ವತ್ತು, ಉತ್ತರಕ್ಕೆ: ನಿವೇಶನ, ದಕ್ಷಿಣಕ್ಕೆ: ರಸ್ತೆ. ಸಾಲದ ಬಾಕಿ ಮೊತ್ತ ಮತ್ತು ಬಡ್ಡಿ. <box>324 1178 383 1236</box>
cell-boundary: ಪೂರ್ವಕ್ಕೆ: ರಸ್ತೆ, ಪಶ್ಚಿಮಕ್ಕೆ: ಖಾಸಗಿ ಸ್ವತ್ತು, ಉತ್ತರಕ್ಕೆ: ನಿವೇಶನ, ದಕ್ಷಿಣಕ್ಕೆ: ರಸ್ತೆ. ಸಾಲದ ಬಾಕಿ ಮೊತ್ತ ಮತ್ತು ಬಡ್ಡಿ. <box>324 714 383 772</box>
lead-story-text: ಬೆಂಗಳೂರು: ಕರ್ತವ್ಯದಲ್ಲಿ ನಿರ್ಲಕ್ಷ್ಯ ವಹಿಸಿದ ಆರೋಪದ ಮೇಲೆ ಇಬ್ಬರು ಅಧಿಕಾರಿಗಳನ್ನು ಅಮಾನತುಗೊಳಿಸಲಾಗಿದೆ. ಸಾರ್ವಜನಿಕರ ದೂರುಗಳ ಹಿನ್ನೆಲೆಯಲ್ಲಿ ನಡೆದ ಪರಿಶೀಲನೆಯ ವೇಳೆ ಲೋಪಗಳು ಕಂಡುಬಂದಿದ್ದು, ಮೇಲಧಿಕಾರಿಗಳು ತಕ್ಷಣ ಕ್ರಮ ಕೈಗೊಂಡಿದ್ದಾರೆ. ಯೋಜನೆಗಳ ಅನುಷ್ಠಾನದಲ್ಲಿ ವಿಳಂಬ ಹಾಗೂ ದಾಖಲೆಗಳ ನಿರ್ವಹಣೆಯಲ್ಲಿ ಅಕ್ರಮ ಕಂಡುಬಂದ ಕಾರಣ ಶಿಸ್ತು ಕ್ರಮ ಜರುಗಿಸಲಾಗಿದೆ. ಇಲಾಖೆಯ ಎಲ್ಲ ಅಧಿಕಾರಿಗಳು ನಿಯಮಾನುಸಾರ ಕರ್ತವ್ಯ ನಿರ್ವಹಿಸಬೇಕು ಎಂದು ಸೂಚಿಸಲಾಗಿದೆ. ಮುಂದಿನ ದಿನಗಳಲ್ಲಿ ಇಂತಹ ಪ್ರಕರಣಗಳು ಮರುಕಳಿಸದಂತೆ ಎಚ್ಚರಿಕೆ ವಹಿಸಲಾಗುವುದು ಎಂದು ಅಧಿಕಾರಿಗಳು ತಿಳಿಸಿದ್ದಾರೆ. ಪ್ರಕರಣದ ಬಗ್ಗೆ ವಿವರವಾದ ತನಿಖೆ ನಡೆಸಲು ಸಮಿತಿ ರಚಿಸಲಾಗಿದೆ. <box>242 44 466 103</box>
cell-borrower: ಸಾಲಗಾರರು: ಶ್ರೀ/ಶ್ರೀಮತಿ, ಜಾಮೀನುದಾರರು. ಸ್ವತ್ತು: ನಿವೇಶನ/ಕಟ್ಟಡ, ಬೆಂಗಳೂರು. <box>258 772 324 830</box>
th-mng-sl: ಕ್ರ <box>718 824 730 840</box>
table-row <box>11 837 230 863</box>
cell-desc: ಕಂಪನಿಯ ನಿರ್ದೇಶಕರ ನೇಮಕಾತಿಗೆ ಅನುಮೋದನೆ <box>27 707 194 733</box>
th-desc: ವಿವರಣೆಗಳು <box>27 691 194 707</box>
cell-borrower: ಸಾಲಗಾರರು: ಶ್ರೀ/ಶ್ರೀಮತಿ, ಜಾಮೀನುದಾರರು. ಸ್ವತ್ತು: ನಿವೇಶನ/ಕಟ್ಟಡ, ಬೆಂಗಳೂರು. <box>258 598 324 656</box>
corrigendum-header: CORRIGENDUM <box>815 28 935 39</box>
pharmaids-contact: ಇಮೇಲ್: compliance@pharmaids.com ವೆಬ್‌ಸೈಟ್: www.pharmaids.com <box>36 572 217 579</box>
cell-auction-date: 18.03.2025 02.30 PM <box>427 1062 462 1120</box>
hims-notice-title: ಇ-ಟೆಂಡರ್ ಪ್ರಕಟಣೆ <box>11 263 229 275</box>
table-row <box>11 993 230 1019</box>
irrigation-footer: ಹೆಚ್ಚಿನ ವಿವರಗಳಿಗಾಗಿ ಕಚೇರಿ ಸಮಯದಲ್ಲಿ ಸಂಪರ್ಕಿಸಬಹುದು. ಯಾವುದೇ ತಿದ್ದುಪಡಿಗಳಿದ್ದಲ್ಲಿ ವೆಬ್‌ಸೈಟ್‌ನಲ್ಲಿ ಮಾತ್ರ ಪ್ರಕಟಿಸಲಾಗುವುದು. ಯಾವುದೇ ಟೆಂಡರ್ ಅನ್ನು ಕಾರಣ ನೀಡದೆ ತಿರಸ್ಕರಿಸುವ ಹಕ್ಕನ್ನು ಕಾಯ್ದಿರಿಸಲಾಗಿದೆ. <box>717 1269 934 1285</box>
cell-auction-date: 18.03.2025 03.30 PM <box>427 1178 462 1236</box>
corrigendum-text: This is to notify that in M/s. Mangalore Chits (K) Pvt Ltd, Banashankari Branch, Bangalore as Distpurant has given and conditional notice by paper publication advertisement in Dispute Ex. DRB-1DONE/CFL/ 40/ 2024-2025 In Hosadigantha Kannada Daily News Paper at Bangalore dated 22-01-2025 against via notice of op-1, In this ahh op notice has been mentioned katha no 525, but it has to be read as Katha no.425 in schedule property. <box>815 40 935 107</box>
